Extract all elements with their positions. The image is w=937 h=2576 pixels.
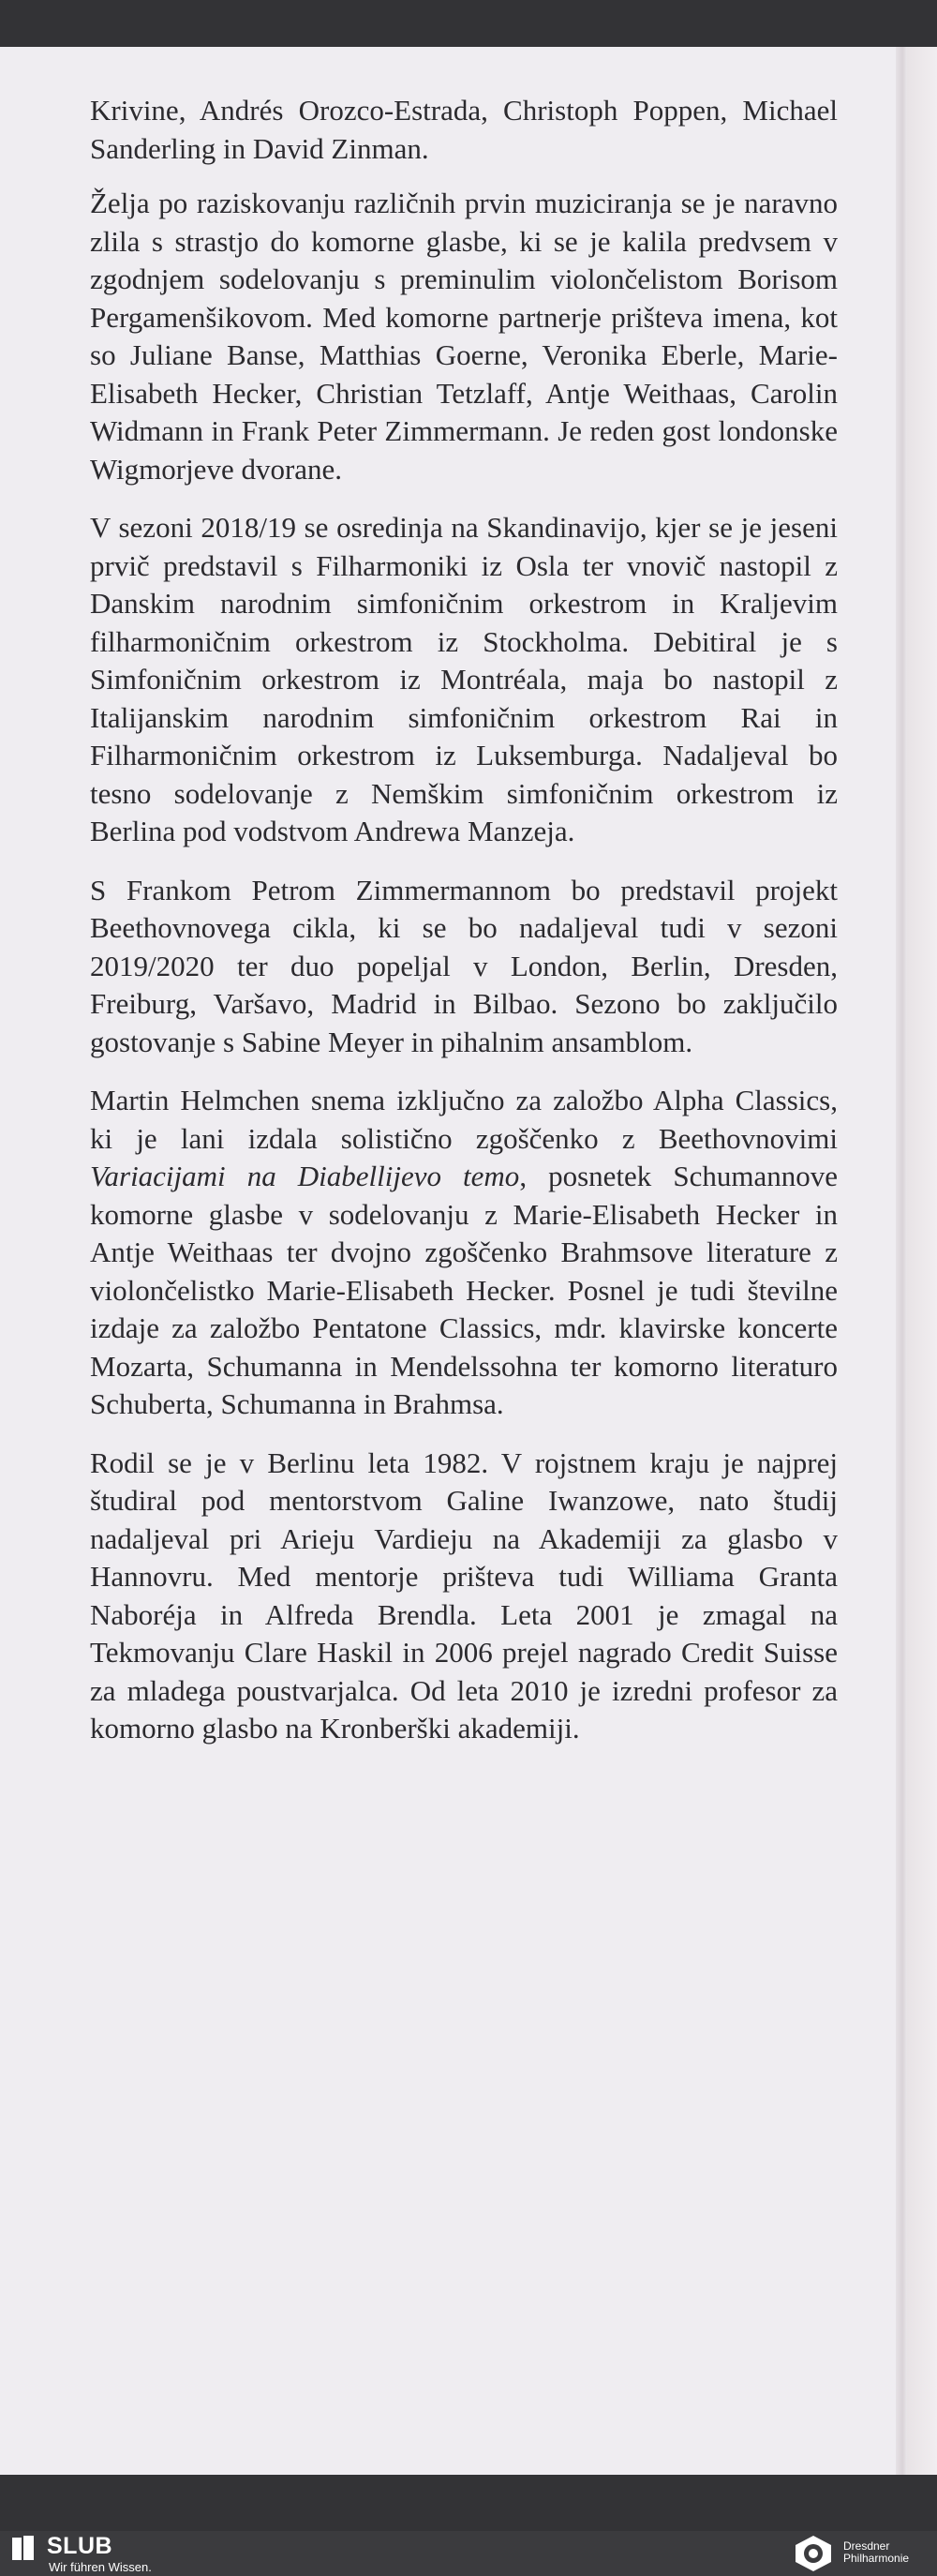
partner-logo-text[interactable] (843, 2540, 933, 2565)
paragraph-6: Rodil se je v Berlinu leta 1982. V rojstnem kraju je najprej študiral pod mentorstvom Galine Iwanzowe, nato študij nadaljeval pri Arieju Vardieju na Akademiji za glasbo v Hannovru. Med mentorje prišteva tudi Williama Granta Naboréja in Alfreda Brendla. Leta 2001 je zmagal na Tekmovanju Clare Haskil in 2006 prejel nagrado Credit Suisse za mladega poustvarjalca. Od leta 2010 je izredni profesor za komorno glasbo na Kronberški akademiji. (90, 1445, 838, 1745)
paragraph-5-text-a: Martin Helmchen snema izključno za založbo Alpha Classics, ki je lani izdala solistično zgoščenko z Beethovnovimi (90, 1084, 838, 1155)
article-body (90, 92, 838, 1769)
book-icon[interactable] (11, 2535, 36, 2563)
page-side-strip (907, 47, 937, 2475)
slub-logo-text[interactable]: SLUB (47, 2533, 113, 2559)
paragraph-4: S Frankom Petrom Zimmermannom bo predstavil projekt Beethovnovega cikla, ki se bo nadaljeval tudi v sezoni 2019/2020 ter duo popeljal v London, Berlin, Dresden, Freiburg, Varšavo, Madrid in Bilbao. Sezono bo zaključilo gostovanje s Sabine Meyer in pihalnim ansamblom. (90, 873, 838, 1058)
paragraph-5 (90, 1082, 838, 1424)
partner-name-line-1: Dresdner (843, 2539, 890, 2553)
paragraph-3: V sezoni 2018/19 se osredinja na Skandinavijo, kjer se je jeseni prvič predstavil s Filharmoniki iz Osla ter vnovič nastopil z Danskim narodnim simfoničnim orkestrom in Kraljevim filharmoničnim orkestrom iz Stockholma. Debitiral je s Simfoničnim orkestrom iz Montréala, maja bo nastopil z Italijanskim narodnim simfoničnim orkestrom Rai in Filharmoničnim orkestrom iz Luksemburga. Nadaljeval bo tesno sodelovanje z Nemškim simfoničnim orkestrom iz Berlina pod vodstvom Andrewa Manzeja. (90, 511, 838, 847)
hexagon-ring-icon[interactable] (789, 2534, 838, 2573)
slub-tagline: Wir führen Wissen. (49, 2560, 152, 2574)
paragraph-5-text-b: , posnetek Schumannove komorne glasbe v sodelovanju z Marie-Elisabeth Hecker in Antje Weithaas ter dvojno zgoščenko Brahmsove literature z violončelistko Marie-Elisabeth Hecker. Posnel je tudi številne izdaje za založbo Pentatone Classics, mdr. klavirske koncerte Mozarta, Schumanna in Mendelssohna ter komorno literaturo Schuberta, Schumanna in Brahmsa. (90, 1160, 838, 1420)
page-fold-edge (896, 47, 907, 2475)
work-title: Variacijami na Diabellijevo temo (90, 1160, 520, 1192)
partner-name-line-2: Philharmonie (843, 2552, 910, 2565)
paragraph-1: Krivine, Andrés Orozco-Estrada, Christoph Poppen, Michael Sanderling in David Zinman. (90, 94, 838, 165)
paragraph-2: Želja po raziskovanju različnih prvin muziciranja se je naravno zlila s strastjo do komorne glasbe, ki se je kalila predvsem v zgodnjem sodelovanju s preminulim violončelistom Borisom Pergamenšikovom. Med komorne partnerje prišteva imena, kot so Juliane Banse, Matthias Goerne, Veronika Eberle, Marie-Elisabeth Hecker, Christian Tetzlaff, Antje Weithaas, Carolin Widmann in Frank Peter Zimmermann. Je reden gost londonske Wigmorjeve dvorane. (90, 187, 838, 486)
